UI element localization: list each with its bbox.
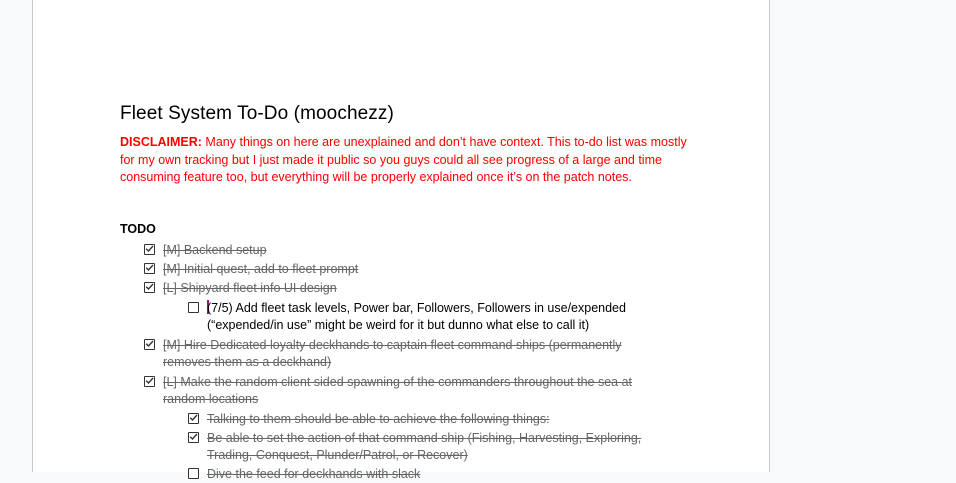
todo-item-text: Talking to them should be able to achieve the following things: xyxy=(207,412,550,426)
checkbox-checked[interactable] xyxy=(188,413,199,424)
todo-item[interactable] xyxy=(163,374,673,408)
todo-item-text: [L] Make the random client sided spawning of the commanders throughout the sea at random locations xyxy=(163,375,633,406)
disclaimer-label: DISCLAIMER: xyxy=(120,135,202,149)
todo-item[interactable] xyxy=(163,242,683,259)
todo-item-text: Dive the feed for deckhands with slack xyxy=(207,467,421,481)
disclaimer-text: Many things on here are unexplained and don’t have context. This to-do list was mostly for my own tracking but I just made it public so you guys could all see progress of a large and time consuming feature too, but everything will be properly explained once it’s on the patch notes. xyxy=(120,135,687,184)
checkbox-unchecked[interactable] xyxy=(188,468,199,479)
checkbox-unchecked[interactable] xyxy=(188,302,199,313)
todo-item[interactable] xyxy=(163,261,683,278)
checkbox-checked[interactable] xyxy=(144,244,155,255)
todo-item[interactable] xyxy=(207,411,677,428)
document-page xyxy=(32,0,770,481)
todo-item-text: (7/5) Add fleet task levels, Power bar, Followers, Followers in use/expended (“expended/in use” might be weird for it but dunno what else to call it) xyxy=(207,301,626,332)
check-icon xyxy=(188,412,199,423)
todo-item[interactable] xyxy=(207,430,677,464)
todo-item[interactable] xyxy=(207,300,677,334)
todo-item-text: [M] Initial quest, add to fleet prompt xyxy=(163,262,359,276)
checkbox-checked[interactable] xyxy=(144,339,155,350)
checkbox-checked[interactable] xyxy=(144,282,155,293)
check-icon xyxy=(144,243,155,254)
check-icon xyxy=(144,338,155,349)
check-icon xyxy=(144,281,155,292)
check-icon xyxy=(144,375,155,386)
todo-item-text: [L] Shipyard fleet info UI design xyxy=(163,281,337,295)
disclaimer-paragraph xyxy=(120,134,692,187)
checkbox-checked[interactable] xyxy=(188,432,199,443)
checkbox-checked[interactable] xyxy=(144,376,155,387)
todo-item-text: [M] Hire Dedicated loyalty deckhands to captain fleet command ships (permanently removes them as a deckhand) xyxy=(163,338,622,369)
check-icon xyxy=(188,431,199,442)
document-title: Fleet System To-Do (moochezz) xyxy=(120,103,394,124)
todo-item-text: [M] Backend setup xyxy=(163,243,267,257)
todo-item[interactable] xyxy=(163,337,663,371)
todo-item[interactable] xyxy=(207,466,677,483)
todo-item-text: Be able to set the action of that command ship (Fishing, Harvesting, Exploring, Trading, Conquest, Plunder/Patrol, or Recover) xyxy=(207,431,642,462)
todo-item[interactable] xyxy=(163,280,683,297)
checkbox-checked[interactable] xyxy=(144,263,155,274)
check-icon xyxy=(144,262,155,273)
todo-heading: TODO xyxy=(120,222,156,236)
